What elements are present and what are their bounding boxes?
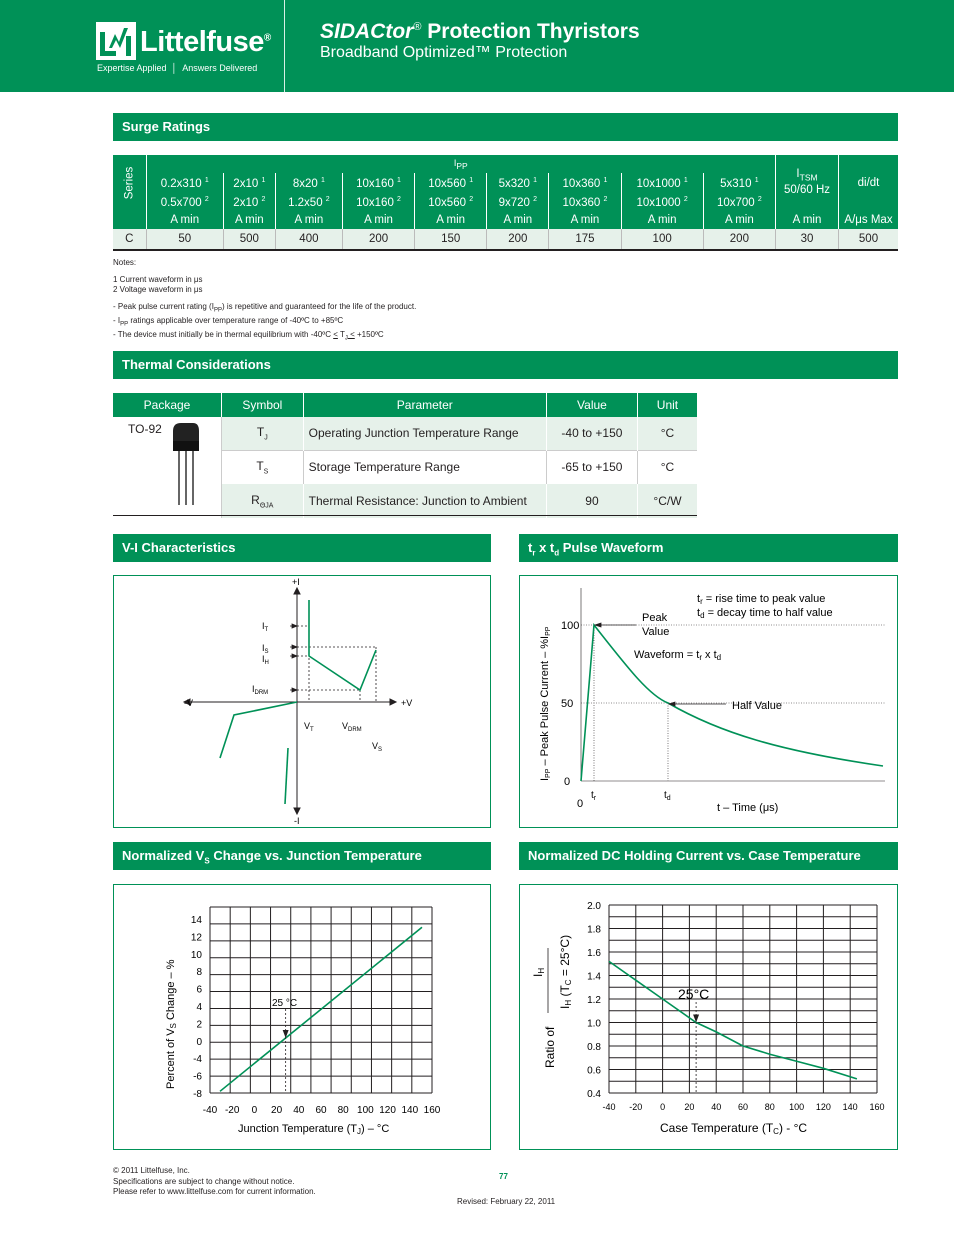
waveform-cell: 10x160 $^1$ 10x160 $^2$ xyxy=(342,173,414,211)
note-2: 2 Voltage waveform in μs xyxy=(113,285,203,294)
section-vs-chart: Normalized $V_S$ Change vs. Junction Temperature xyxy=(113,842,491,870)
ih-ytick: 0.4 xyxy=(587,1089,601,1100)
vs-ytick: -6 xyxy=(193,1071,202,1083)
surge-value-cell: 500 xyxy=(223,229,275,250)
ih-ytick: 1.6 xyxy=(587,948,601,959)
vs-ytick: 12 xyxy=(190,932,202,944)
vs-xtick: -40 xyxy=(202,1105,218,1116)
surge-value-row xyxy=(113,229,898,250)
ih-xtick: 100 xyxy=(789,1102,805,1112)
vs-ytick: 8 xyxy=(196,967,202,979)
thermal-rule xyxy=(113,515,697,516)
thermal-row: $R_{\Theta JA}$ Thermal Resistance: Junction to Ambient 90 °C/W xyxy=(113,484,697,518)
ih-ytick: 0.6 xyxy=(587,1065,601,1077)
pulse-legend-td: td = decay time to half value xyxy=(697,607,833,620)
vs-ytick: -8 xyxy=(193,1089,202,1100)
tagline: Expertise Applied │ Answers Delivered xyxy=(97,63,258,73)
surge-value-cell: 200 xyxy=(703,229,775,250)
section-surge-ratings: Surge Ratings xyxy=(113,113,898,141)
footer-legal: © 2011 Littelfuse, Inc. Specifications are subject to change without notice. Please refer to www.littelfuse.com for current information. xyxy=(113,1166,316,1196)
to92-package-icon xyxy=(169,421,203,507)
ih-ylabel-den: IH (TC = 25°C) xyxy=(558,934,573,1009)
vi-ih-label: $I_H$ xyxy=(262,654,269,666)
itsm-header: $I_{TSM}$ 50/60 Hz xyxy=(776,155,839,211)
series-header: Series xyxy=(113,155,146,211)
unit-cell: A min xyxy=(549,211,621,229)
ih-xtick: -40 xyxy=(602,1102,616,1112)
pulse-tick-x0: 0 xyxy=(577,798,584,810)
surge-ratings-table xyxy=(113,155,898,250)
vs-xtick: 0 xyxy=(251,1105,258,1116)
vs-ytick: 4 xyxy=(196,1002,202,1013)
vi-it-label: $I_T$ xyxy=(262,621,269,633)
ih-xtick: 160 xyxy=(869,1102,885,1112)
ih-ylabel-ratio: Ratio of xyxy=(543,1026,557,1068)
vi-vdrm-label: $V_{DRM}$ xyxy=(342,721,362,733)
ih-chart-box xyxy=(519,884,898,1150)
vs-xtick: -20 xyxy=(224,1105,240,1116)
vs-xtick: 20 xyxy=(271,1105,283,1116)
vs-xtick: 80 xyxy=(337,1105,349,1116)
vs-ytick: 0 xyxy=(196,1036,202,1048)
vs-chart-box xyxy=(113,884,491,1150)
vi-minus-i: -I xyxy=(294,816,300,826)
vs-xtick: 120 xyxy=(379,1105,396,1116)
vs-xtick: 160 xyxy=(423,1105,441,1116)
page-title: SIDACtor® Protection Thyristors xyxy=(320,20,640,43)
vs-ytick: -4 xyxy=(193,1054,202,1066)
vi-chart-box xyxy=(113,575,491,828)
pulse-peak-label: Peak xyxy=(642,612,668,624)
thermal-header-row: Package Symbol Parameter Value Unit xyxy=(113,393,697,417)
ih-ytick: 0.8 xyxy=(587,1042,601,1053)
ih-xtick: 80 xyxy=(764,1102,775,1112)
vs-chart xyxy=(114,885,490,1149)
section-ih-chart: Normalized DC Holding Current vs. Case Temperature xyxy=(519,842,898,870)
pulse-ylabel: IPP – Peak Pulse Current – %IPP xyxy=(539,626,552,781)
vs-xlabel: Junction Temperature (TJ) – °C xyxy=(238,1123,390,1136)
vi-vt-label: $V_T$ xyxy=(304,721,314,733)
waveform-cell: 0.2x310 $^1$ 0.5x700 $^2$ xyxy=(146,173,223,211)
unit-cell: A min xyxy=(621,211,703,229)
section-thermal: Thermal Considerations xyxy=(113,351,898,379)
thermal-row: TO-92 $T_J$ Operating Junction Temperature Range -40 to +150 °C xyxy=(113,417,697,450)
surge-value-cell: 200 xyxy=(487,229,549,250)
surge-value-cell: 175 xyxy=(549,229,621,250)
unit-cell: A min xyxy=(342,211,414,229)
ih-xtick: 140 xyxy=(842,1102,858,1112)
waveform-cell: 8x20 $^1$ 1.2x50 $^2$ xyxy=(275,173,342,211)
surge-value-cell: 150 xyxy=(415,229,487,250)
surge-value-cell: 30 xyxy=(776,229,839,250)
page-subtitle: Broadband Optimized™ Protection xyxy=(320,44,568,61)
notes-block xyxy=(113,258,713,344)
unit-cell: A/μs Max xyxy=(839,211,899,229)
ih-xlabel: Case Temperature (TC) - °C xyxy=(660,1121,808,1136)
waveform-cell: 2x10 $^1$ 2x10 $^2$ xyxy=(223,173,275,211)
vi-plus-v: +V xyxy=(401,698,413,708)
section-vi: V-I Characteristics xyxy=(113,534,491,562)
page-header xyxy=(0,0,954,92)
unit-cell: A min xyxy=(487,211,549,229)
vi-idrm-label: $I_{DRM}$ xyxy=(252,684,269,696)
ih-xtick: 120 xyxy=(815,1102,831,1112)
littelfuse-logo-icon xyxy=(96,22,136,60)
didt-header: di/dt xyxy=(839,155,899,211)
unit-cell: A min xyxy=(776,211,839,229)
ih-data-line xyxy=(609,961,857,1079)
vi-vs-label: $V_S$ xyxy=(372,741,383,753)
package-cell xyxy=(113,417,221,518)
ih-ytick: 1.2 xyxy=(587,995,601,1006)
ih-xtick: 0 xyxy=(660,1102,666,1112)
pulse-td-label: $t_d$ xyxy=(664,790,671,802)
ih-ytick: 1.8 xyxy=(587,924,601,936)
waveform-cell: 5x320 $^1$ 9x720 $^2$ xyxy=(487,173,549,211)
unit-cell: A min xyxy=(415,211,487,229)
thermal-table xyxy=(113,393,697,518)
ih-ylabel-num: IH xyxy=(531,967,546,977)
header-divider xyxy=(284,0,285,92)
vi-chart xyxy=(114,576,490,827)
pulse-tr-label: $t_r$ xyxy=(591,790,597,802)
waveform-cell: 10x360 $^1$ 10x360 $^2$ xyxy=(549,173,621,211)
vs-marker-label: 25 °C xyxy=(272,998,298,1009)
vs-ytick: 10 xyxy=(190,949,202,961)
ih-chart xyxy=(520,885,897,1149)
ih-xtick: 40 xyxy=(711,1102,722,1112)
pulse-chart-box xyxy=(519,575,898,828)
vi-is-label: $I_S$ xyxy=(262,643,269,655)
surge-value-cell: 200 xyxy=(342,229,414,250)
pulse-peak-value-label: Value xyxy=(642,626,670,638)
note-5: - The device must initially be in thermal equilibrium with -40ºC < $T_J$ < +150ºC xyxy=(113,329,384,342)
unit-cell: A min xyxy=(223,211,275,229)
waveform-cell: 5x310 $^1$ 10x700 $^2$ xyxy=(703,173,775,211)
pulse-legend-tr: tr = rise time to peak value xyxy=(697,593,826,606)
ih-xtick: -20 xyxy=(629,1102,643,1112)
vs-ylabel: Percent of VS Change – % xyxy=(165,959,178,1089)
pulse-tick-50: 50 xyxy=(561,698,574,710)
vi-minus-v: -V xyxy=(184,698,193,708)
ih-ytick: 2.0 xyxy=(587,901,601,912)
unit-row xyxy=(113,211,898,229)
vs-xtick: 100 xyxy=(357,1105,374,1116)
page-number: 77 xyxy=(499,1172,508,1181)
section-pulse: $t_r$ x $t_d$ Pulse Waveform xyxy=(519,534,898,562)
pulse-tick-100: 100 xyxy=(561,620,580,632)
revised-date: Revised: February 22, 2011 xyxy=(457,1197,556,1206)
surge-value-cell: 500 xyxy=(839,229,899,250)
ih-xtick: 20 xyxy=(684,1102,695,1112)
ipp-header: $I_{PP}$ xyxy=(146,155,775,173)
waveform-cell: 10x560 $^1$ 10x560 $^2$ xyxy=(415,173,487,211)
vs-ytick: 14 xyxy=(190,915,202,926)
pulse-chart xyxy=(520,576,897,827)
notes-title: Notes: xyxy=(113,258,137,267)
pulse-tick-0: 0 xyxy=(564,776,571,788)
ih-xtick: 60 xyxy=(737,1102,749,1112)
pulse-waveform-label: Waveform = tr x td xyxy=(634,649,722,662)
series-cell: C xyxy=(113,229,146,250)
table-rule xyxy=(113,249,898,251)
vi-plus-i: +I xyxy=(292,577,300,587)
ih-ytick: 1.0 xyxy=(587,1018,601,1030)
surge-value-cell: 400 xyxy=(275,229,342,250)
vs-xtick: 60 xyxy=(315,1105,327,1116)
unit-cell: A min xyxy=(703,211,775,229)
note-4: - $I_{PP}$ ratings applicable over temperature range of -40ºC to +85ºC xyxy=(113,315,344,328)
pulse-half-value-label: Half Value xyxy=(732,700,782,712)
vs-ytick: 6 xyxy=(196,984,202,996)
waveform-cell: 10x1000 $^1$ 10x1000 $^2$ xyxy=(621,173,703,211)
thermal-row: $T_S$ Storage Temperature Range -65 to +150 °C xyxy=(113,450,697,484)
vs-ytick: 2 xyxy=(196,1019,202,1031)
unit-cell: A min xyxy=(146,211,223,229)
brand-name: Littelfuse® xyxy=(140,26,271,58)
vs-xtick: 40 xyxy=(293,1105,305,1116)
pulse-xlabel: t – Time (μs) xyxy=(717,802,779,814)
unit-cell: A min xyxy=(275,211,342,229)
surge-value-cell: 50 xyxy=(146,229,223,250)
note-3: - Peak pulse current rating $(I_{PP})$ is repetitive and guaranteed for the life of the product. xyxy=(113,301,417,314)
surge-value-cell: 100 xyxy=(621,229,703,250)
note-1: 1 Current waveform in μs xyxy=(113,274,203,284)
ih-marker-label: 25°C xyxy=(678,986,710,1002)
vs-xtick: 140 xyxy=(401,1105,419,1116)
ih-ytick: 1.4 xyxy=(587,971,601,983)
package-label: TO-92 xyxy=(128,422,162,436)
